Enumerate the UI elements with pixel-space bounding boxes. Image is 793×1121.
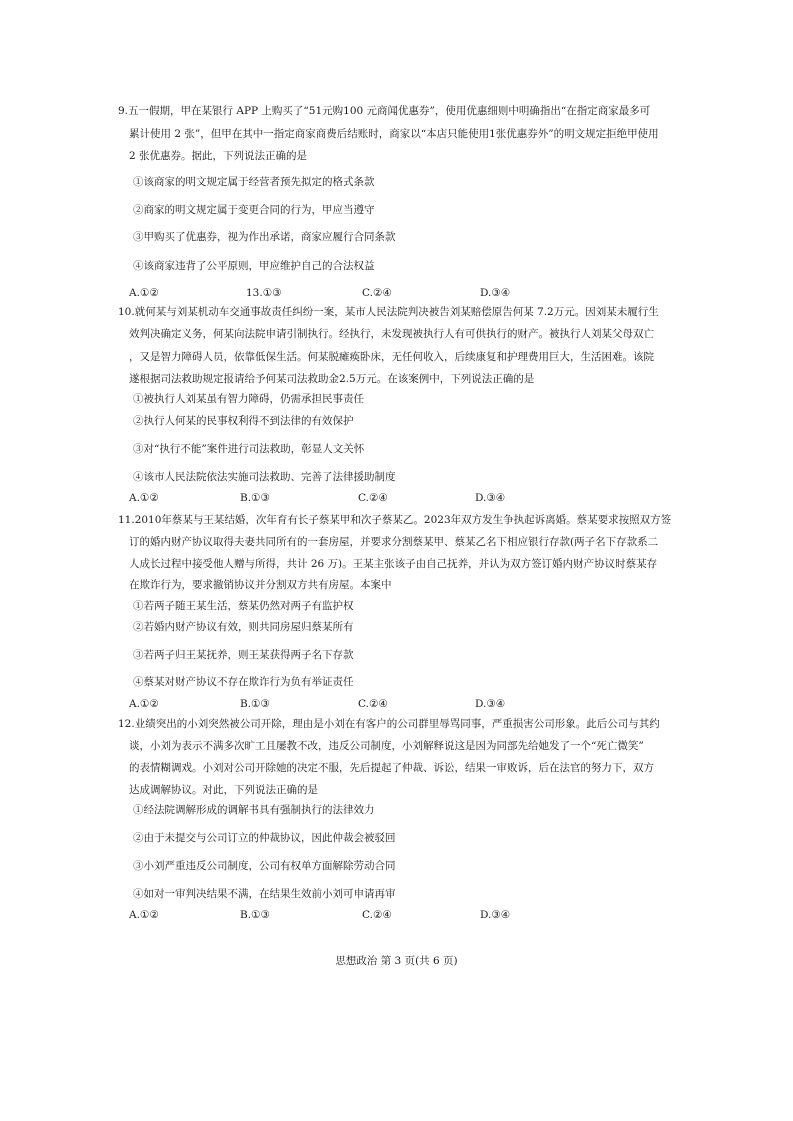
q9-option-b: 13.①③ [246,287,282,299]
q10-statement-1: ①被执行人刘某虽有智力障碍，仍需承担民事责任 [133,393,364,405]
q10-option-d: D.③④ [475,492,506,504]
q12-stem-line-1: 12.业绩突出的小刘突然被公司开除，理由是小刘在有客户的公司群里辱骂同事，严重损害公司形象。此后公司与其约 [118,718,660,730]
q12-stem-line-4: 达成调解协议。对此，下列说法正确的是 [129,784,318,796]
q11-stem-line-3: 人成长过程中接受他人赠与所得，共计 26 万)。王某主张该子由自己抚养，并认为双方签订婚内财产协议时蔡某存 [129,558,658,570]
q12-statement-4: ④如对一审判决结果不满，在结果生效前小刘可申请再审 [133,888,396,900]
q12-option-c: C.②④ [362,909,392,921]
q11-statement-4: ④蔡某对财产协议不存在欺诈行为负有举证责任 [133,676,354,688]
q11-stem-line-1: 11.2010年蔡某与王某结婚，次年育有长子蔡某甲和次子蔡某乙。2023年双方发生争执起诉离婚。蔡某要求按照双方签 [118,514,672,526]
q10-statement-4: ④该市人民法院依法实施司法救助、完善了法律援助制度 [133,471,396,483]
q9-option-a: A.①② [129,287,159,299]
q11-option-b: B.①③ [240,698,270,710]
q10-option-c: C.②④ [358,492,388,504]
q11-option-a: A.①② [129,698,159,710]
page-footer: 思想政治 第 3 页(共 6 页) [335,955,458,967]
q11-option-d: D.③④ [475,698,506,710]
q9-statement-1: ①该商家的明文规定属于经营者预先拟定的格式条款 [133,176,375,188]
q11-statement-2: ②若婚内财产协议有效，则共同房屋归蔡某所有 [133,621,354,633]
q12-option-a: A.①② [129,909,159,921]
q9-statement-3: ③甲购买了优惠券，视为作出承诺，商家应履行合同条款 [133,231,396,243]
q11-statement-3: ③若两子归王某抚养，则王某获得两子名下存款 [133,649,354,661]
q9-option-d: D.③④ [480,287,511,299]
q9-statement-4: ④该商家违背了公平原则，甲应维护自己的合法权益 [133,260,375,272]
q9-stem-line-2: 累计使用 2 张”，但甲在其中一指定商家商费后结账时，商家以“本店只能使用1张优惠券外”的明文规定拒绝甲使用 [129,128,659,140]
q9-stem-line-1: 9.五一假期，甲在某银行 APP 上购买了“51元购100 元商闻优惠券”，使用优惠细则中明确指出“在指定商家最多可 [118,105,651,117]
q10-stem-line-2: 效判决确定义务，何某向法院申请引制执行。经执行，未发现被执行人有可供执行的财产。被执行人刘某父母双亡 [129,328,654,340]
q9-stem-line-3: 2 张优惠券。据此，下列说法正确的是 [129,150,308,162]
q10-stem-line-1: 10.就何某与刘某机动车交通事故责任纠纷一案，某市人民法院判决被告刘某赔偿原告何某 7.2万元。因刘某未履行生 [118,306,659,318]
q11-statement-1: ①若两子随王某生活，蔡某仍然对两子有监护权 [133,600,354,612]
q11-stem-line-2: 订的婚内财产协议取得夫妻共同所有的一套房屋，并要求分割蔡某甲、蔡某乙名下相应银行存款(两子名下存款系二 [129,536,659,548]
q10-option-a: A.①② [129,492,159,504]
q10-stem-line-4: 遂根据司法救助规定报请给予何某司法救助金2.5万元。在该案例中，下列说法正确的是 [129,373,535,385]
q12-stem-line-3: 的表情糊调戏。小刘对公司开除她的决定不服，先后提起了仲裁、诉讼，结果一审败诉，后在法官的努力下，双方 [129,762,654,774]
q9-statement-2: ②商家的明文规定属于变更合同的行为，甲应当遵守 [133,204,375,216]
q12-option-b: B.①③ [240,909,270,921]
q12-statement-2: ②由于未提交与公司订立的仲裁协议，因此仲裁会被驳回 [133,832,396,844]
q10-statement-3: ③对“执行不能”案件进行司法救助，彰显人文关怀 [133,443,365,455]
q11-option-c: C.②④ [358,698,388,710]
q10-statement-2: ②执行人何某的民事权利得不到法律的有效保护 [133,415,354,427]
q11-stem-line-4: 在欺诈行为，要求撤销协议并分割双方共有房屋。本案中 [129,579,392,591]
q12-statement-1: ①经法院调解形成的调解书具有强制执行的法律效力 [133,804,375,816]
q12-statement-3: ③小刘严重违反公司制度，公司有权单方面解除劳动合同 [133,860,396,872]
q12-option-d: D.③④ [480,909,511,921]
q12-stem-line-2: 谈，小刘为表示不满多次旷工且屡教不改，违反公司制度，小刘解释说这是因为同部先给她发了一个“死亡微笑” [129,740,644,752]
q9-option-c: C.②④ [362,287,392,299]
q10-stem-line-3: ，又是智力障碍人员，依靠低保生活。何某脱瘫痪卧床，无任何收入，后续康复和护理费用巨大，生活困难。该院 [129,351,654,363]
q10-option-b: B.①③ [240,492,270,504]
